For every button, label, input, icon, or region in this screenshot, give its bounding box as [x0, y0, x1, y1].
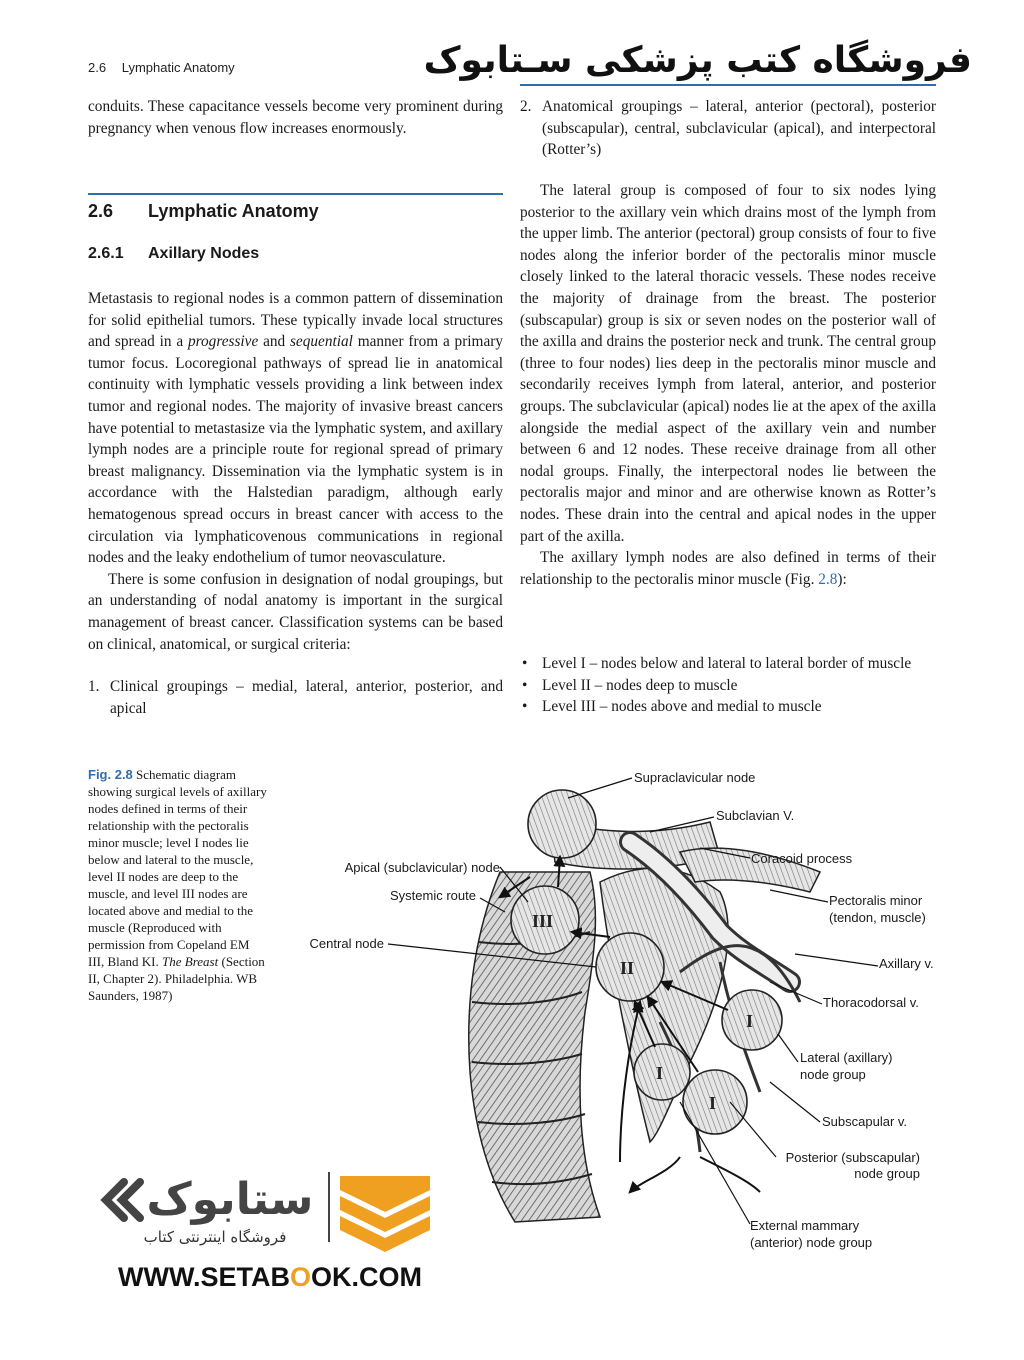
header-rule [520, 84, 936, 86]
running-header-title: Lymphatic Anatomy [121, 60, 235, 75]
section-heading [88, 201, 319, 222]
label-lateral-node-group: Lateral (axillary) [800, 1050, 893, 1065]
continuation-paragraph [88, 96, 503, 139]
numbered-list [88, 676, 503, 719]
label-lateral-node-group-2: node group [800, 1067, 866, 1082]
label-systemic-route: Systemic route [390, 888, 476, 903]
left-body-text [88, 288, 503, 719]
level-one-mark: I [746, 1011, 754, 1031]
node-level-two [596, 933, 664, 1001]
label-external-mammary-2: (anterior) node group [750, 1235, 873, 1250]
right-numbered-list [520, 96, 936, 161]
label-subscapular-vein: Subscapular v. [822, 1114, 908, 1129]
label-external-mammary: External mammary [750, 1218, 860, 1233]
section-number: 2.6 [88, 201, 114, 221]
label-thoracodorsal-vein: Thoracodorsal v. [823, 995, 919, 1010]
label-supraclavicular-node: Supraclavicular node [634, 770, 756, 785]
node-level-one-lateral [722, 990, 782, 1050]
subsection-number: 2.6.1 [88, 245, 124, 262]
section-title: Lymphatic Anatomy [148, 201, 319, 221]
list-item: • Level III – nodes above and medial to muscle [520, 696, 936, 718]
logo-wordmark: ستابوک [146, 1174, 314, 1225]
node-supraclavicular [528, 790, 596, 858]
logo-shield-icon [340, 1176, 430, 1252]
paragraph-pectoralis: The axillary lymph nodes are also defined in terms of their relationship to the pectoralis minor muscle (Fig. 2.8): [520, 549, 936, 588]
running-header [88, 60, 235, 75]
node-level-one-anterior [634, 1044, 690, 1100]
paragraph-conduits: conduits. These capacitance vessels become very prominent during pregnancy when venous flow increases enormously. [88, 98, 503, 137]
subsection-heading [88, 245, 259, 263]
subsection-title: Axillary Nodes [148, 245, 260, 262]
right-body-text [520, 180, 936, 590]
watermark-brand-text: فروشگاه کتب پزشکی سـتابوک [423, 40, 972, 81]
list-item: 2. Anatomical groupings – lateral, anterior (pectoral), posterior (subscapular), central, subclavicular (apical), and interpectoral (Rotter’s) [520, 98, 936, 159]
level-one-mark: I [709, 1093, 717, 1113]
label-axillary-vein: Axillary v. [879, 956, 934, 971]
label-pectoralis-minor: Pectoralis minor [829, 893, 923, 908]
figure-reference-link[interactable]: 2.8 [818, 570, 838, 588]
level-one-mark: I [656, 1063, 664, 1083]
label-apical-node: Apical (subclavicular) node [344, 860, 500, 875]
paragraph-metastasis: Metastasis to regional nodes is a common pattern of dissemination for solid epithelial tumors. These typically invade local structures and spread in a progressive and sequential manner from a primary tumor focus. Locoregional pathways of spread lie in anatomical continuity with lymphatic vessels providing a link between index tumor and regional nodes. The majority of invasive breast cancers have potential to metastasize via the lymphatic system, and axillary lymph nodes are a principle route for regional spread of primary breast malignancy. Dissemination via the lymphatic system is in accordance with the Halstedian paradigm, although early hematogenous spread occurs in breast cancer with access to the circulation via lymphaticovenous communications in regional nodes and the leaky endothelium of tumor neovasculature. [88, 290, 503, 567]
label-subclavian-vein: Subclavian V. [716, 808, 795, 823]
paragraph-confusion: There is some confusion in designation of nodal groupings, but an understanding of nodal anatomy is important in the surgical management of breast cancer. Classification systems can be based on clinical, anatomical, or surgical criteria: [88, 570, 503, 653]
label-posterior-node-group-2: node group [854, 1166, 920, 1181]
paragraph-lateral-group: The lateral group is composed of four to six nodes lying posterior to the axillary vein which drains most of the lymph from the upper limb. The anterior (pectoral) group consists of four to five nodes along the inferior border of the pectoralis minor muscle closely linked to the lateral thoracic vessels. These nodes receive the majority of drainage from the breast. The posterior (subscapular) group is six or seven nodes on the posterior wall of the axilla and drains the posterior neck and trunk. The central group (three to four nodes) lies deep in the pectoralis minor muscle and secondarily receives lymph from lateral, anterior, and posterior groups. The subclavicular (apical) nodes lie at the apex of the axilla alongside the medial aspect of the axillary vein and number between 6 and 12 nodes. These receive drainage from all other nodal groups. Finally, the interpectoral nodes lie between the pectoralis major and minor and are otherwise known as Rotter’s nodes. These drain into the central and apical nodes in the upper part of the axilla. [520, 182, 937, 545]
figure-label: Fig. 2.8 [88, 767, 133, 782]
numbered-list-continued [520, 96, 936, 161]
figure-caption: Fig. 2.8 Schematic diagram showing surgical levels of axillary nodes defined in terms of their relationship with the pectoralis minor muscle; level I nodes lie below and lateral to the muscle, level II nodes are deep to the muscle, and level III nodes are located above and medial to the muscle (Reproduced with permission from Copeland EM III, Bland KI. The Breast (Section II, Chapter 2). Philadelphia. WB Saunders, 1987) [88, 767, 267, 1003]
label-pectoralis-minor-detail: (tendon, muscle) [829, 910, 926, 925]
label-posterior-node-group: Posterior (subscapular) [785, 1150, 920, 1165]
level-two-mark: II [620, 958, 635, 978]
label-coracoid-process: Coracoid process [751, 851, 853, 866]
logo-url: WWW.SETABOOK.COM [118, 1262, 422, 1292]
list-item: • Level II – nodes deep to muscle [520, 675, 936, 697]
level-bullet-list [520, 653, 936, 718]
list-item: 1. Clinical groupings – medial, lateral, anterior, posterior, and apical [88, 678, 503, 717]
logo-chevron-icon [106, 1182, 140, 1218]
label-central-node: Central node [309, 936, 384, 951]
logo-subtitle: فروشگاه اینترنتی کتاب [143, 1228, 287, 1246]
section-rule [88, 193, 503, 195]
running-header-number: 2.6 [88, 60, 107, 75]
node-level-three [511, 886, 579, 954]
list-item: • Level I – nodes below and lateral to lateral border of muscle [520, 653, 936, 675]
level-three-mark: III [532, 911, 554, 931]
